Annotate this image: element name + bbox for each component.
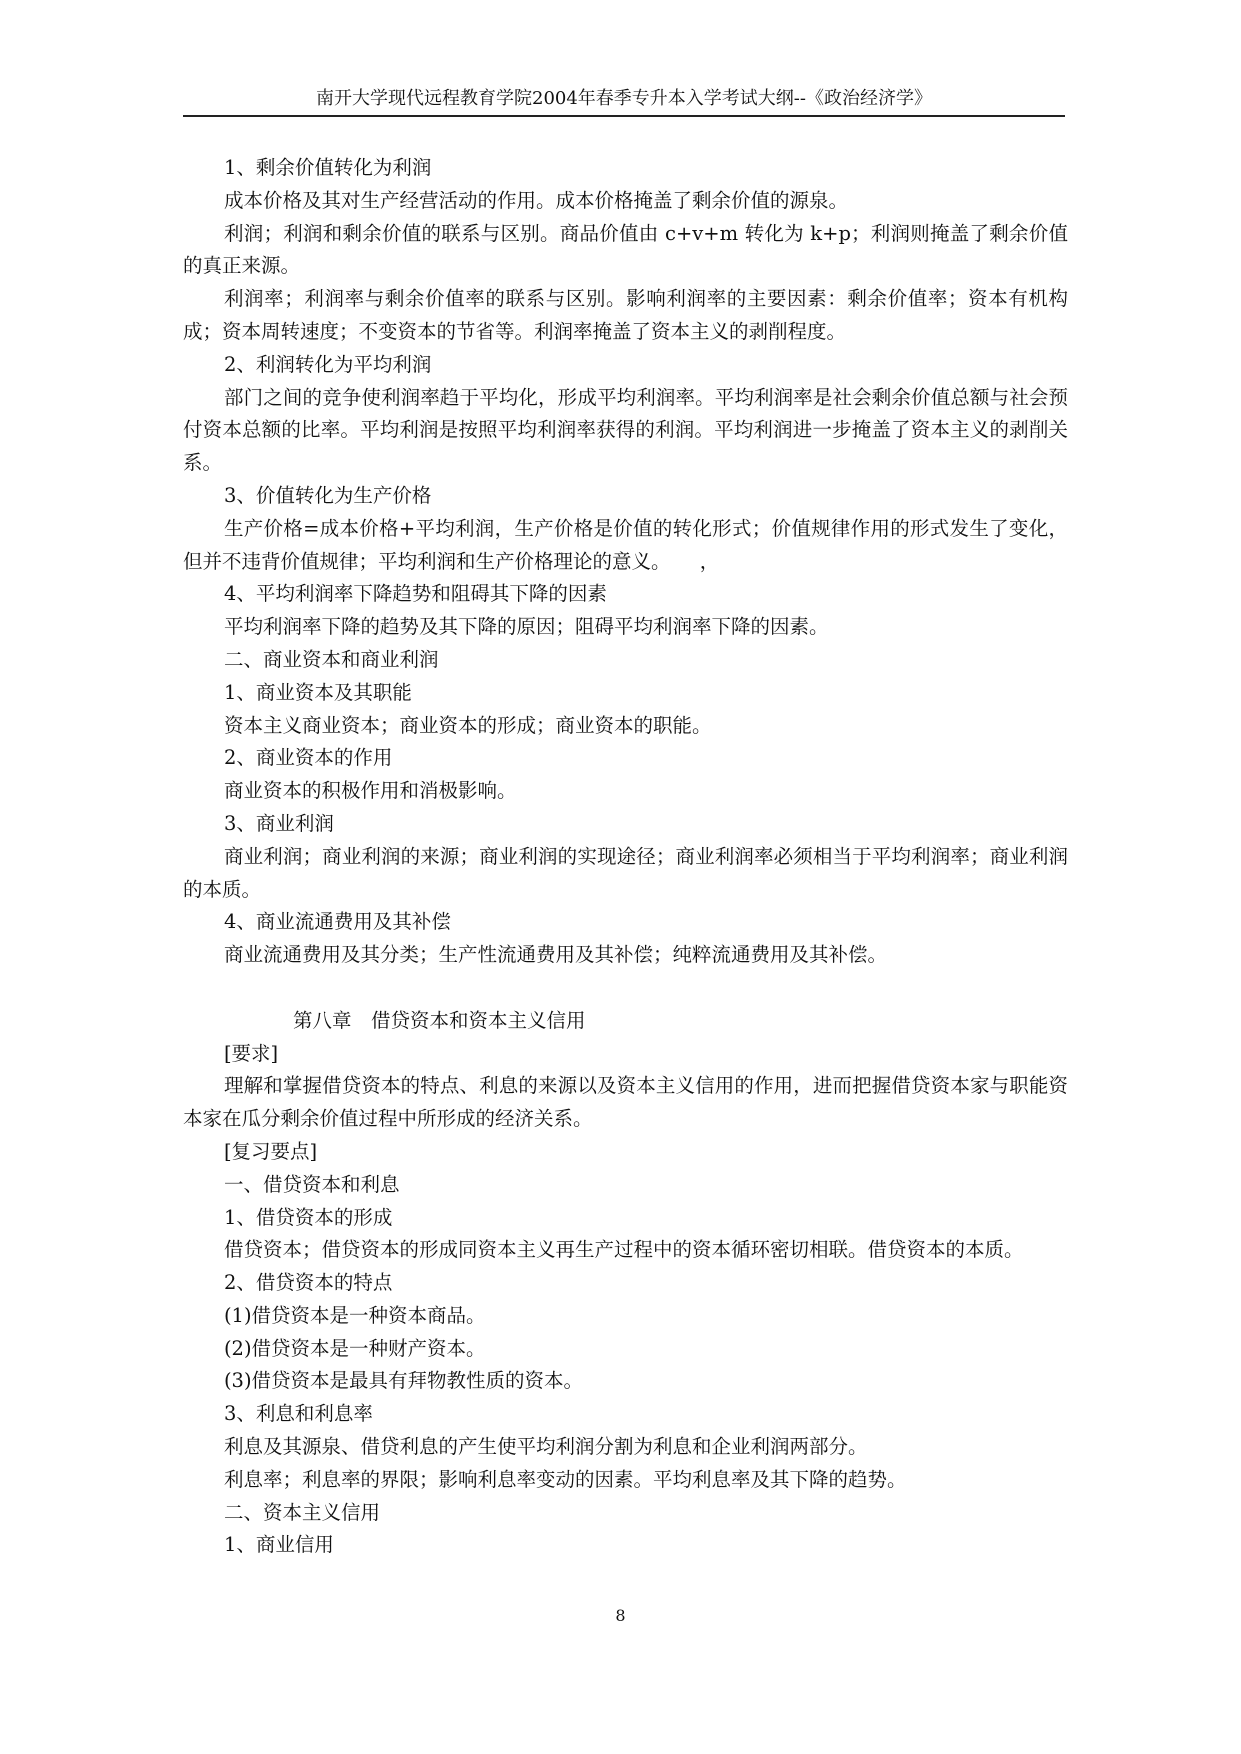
paragraph: 商业利润；商业利润的来源；商业利润的实现途径；商业利润率必须相当于平均利润率；商业利润的本质。 bbox=[183, 844, 1068, 901]
section-heading: 3、商业利润 bbox=[223, 811, 334, 835]
paragraph: 资本主义商业资本；商业资本的形成；商业资本的职能。 bbox=[223, 713, 712, 737]
paragraph: 利润率；利润率与剩余价值率的联系与区别。影响利润率的主要因素：剩余价值率；资本有机构成；资本周转速度；不变资本的节省等。利润率掩盖了资本主义的剥削程度。 bbox=[183, 287, 1068, 343]
section-heading: 一、借贷资本和利息 bbox=[223, 1172, 400, 1196]
paragraph: 理解和掌握借贷资本的特点、利息的来源以及资本主义信用的作用，进而把握借贷资本家与职能资本家在瓜分剩余价值过程中所形成的经济关系。 bbox=[183, 1074, 1068, 1131]
page-number: 8 bbox=[615, 1606, 626, 1625]
list-item: (1)借贷资本是一种资本商品。 bbox=[223, 1303, 486, 1327]
list-item: (3)借贷资本是最具有拜物教性质的资本。 bbox=[223, 1369, 584, 1393]
paragraph: 平均利润率下降的趋势及其下降的原因；阻碍平均利润率下降的因素。 bbox=[223, 615, 829, 639]
section-heading: [复习要点] bbox=[223, 1139, 318, 1163]
section-heading: 1、剩余价值转化为利润 bbox=[223, 156, 432, 179]
paragraph: 利息及其源泉、借贷利息的产生使平均利润分割为利息和企业利润两部分。 bbox=[223, 1435, 868, 1459]
list-item: (2)借贷资本是一种财产资本。 bbox=[223, 1336, 486, 1360]
section-heading: 二、商业资本和商业利润 bbox=[223, 647, 439, 671]
section-heading: 二、资本主义信用 bbox=[223, 1500, 380, 1524]
paragraph: 成本价格及其对生产经营活动的作用。成本价格掩盖了剩余价值的源泉。 bbox=[223, 188, 848, 212]
section-heading: [要求] bbox=[223, 1041, 279, 1065]
section-heading: 4、商业流通费用及其补偿 bbox=[223, 910, 451, 934]
chapter-title: 第八章 借贷资本和资本主义信用 bbox=[293, 1008, 586, 1032]
paragraph: 商业资本的积极作用和消极影响。 bbox=[223, 779, 517, 803]
paragraph: 商业流通费用及其分类；生产性流通费用及其补偿；纯粹流通费用及其补偿。 bbox=[223, 943, 887, 967]
section-heading: 3、利息和利息率 bbox=[223, 1402, 373, 1426]
paragraph: 利润；利润和剩余价值的联系与区别。商品价值由 c+v+m 转化为 k+p；利润则掩盖了剩余价值的真正来源。 bbox=[183, 221, 1068, 278]
section-heading: 4、平均利润率下降趋势和阻碍其下降的因素 bbox=[223, 582, 607, 606]
paragraph: 利息率；利息率的界限；影响利息率变动的因素。平均利息率及其下降的趋势。 bbox=[223, 1467, 907, 1491]
paragraph: 借贷资本；借贷资本的形成同资本主义再生产过程中的资本循环密切相联。借贷资本的本质。 bbox=[223, 1238, 1024, 1262]
section-heading: 1、商业资本及其职能 bbox=[223, 680, 412, 704]
section-heading: 2、利润转化为平均利润 bbox=[223, 352, 432, 376]
paragraph: 生产价格=成本价格+平均利润，生产价格是价值的转化形式；价值规律作用的形式发生了变化，但并不违背价值规律；平均利润和生产价格理论的意义。 ， bbox=[183, 516, 1068, 573]
section-heading: 1、商业信用 bbox=[223, 1533, 334, 1557]
document-body bbox=[183, 152, 1068, 1562]
page-header: 南开大学现代远程教育学院2004年春季专升本入学考试大纲--《政治经济学》 bbox=[183, 84, 1065, 117]
paragraph: 部门之间的竞争使利润率趋于平均化，形成平均利润率。平均利润率是社会剩余价值总额与社会预付资本总额的比率。平均利润是按照平均利润率获得的利润。平均利润进一步掩盖了资本主义的剥削关系。 bbox=[183, 385, 1068, 475]
blank-line bbox=[183, 972, 1068, 1005]
section-heading: 3、价值转化为生产价格 bbox=[223, 483, 432, 507]
section-heading: 2、商业资本的作用 bbox=[223, 746, 393, 770]
section-heading: 2、借贷资本的特点 bbox=[223, 1271, 393, 1295]
section-heading: 1、借贷资本的形成 bbox=[223, 1205, 393, 1229]
